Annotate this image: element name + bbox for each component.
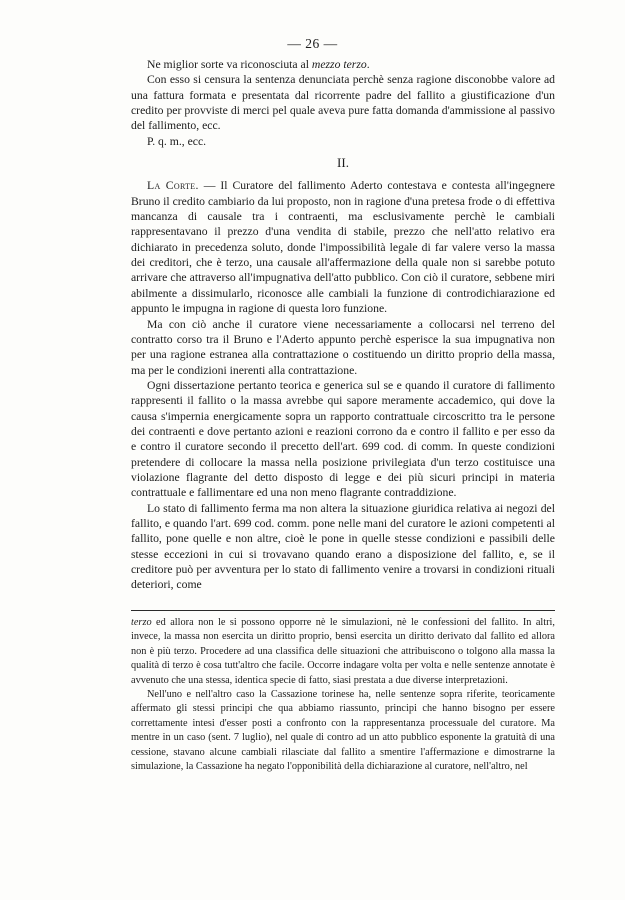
footnote-divider [131, 610, 555, 611]
emphasis-terzo: terzo [131, 617, 152, 628]
footnote-paragraph-1: terzo ed allora non le si possono opporre nè le simulazioni, nè le confessioni del fallito. In altri, invece, la massa non esercita un diritto proprio, bensì esercita un diritto derivato dal fallito ed allora non è più terzo. Procedere ad una classifica delle situazioni che attribuiscono o tolgono alla massa la qualità di terzo è cosa tutt'altro che facile. Occorre indagare volta per volta e nelle sentenze annotate è avvenuto che una stessa, identica specie di fatto, siasi prestata a due diverse interpretazioni. [131, 617, 555, 686]
body-paragraph-4: La Corte. — Il Curatore del fallimento Aderto contestava e contesta all'ingegnere Bruno il credito cambiario da lui proposto, non in ragione d'una pretesa frode o di effettiva mancanza di causale tra i contraenti, ma esclusivamente perchè le cambiali rappresentavano il prezzo d'una vendita di stabile, prezzo che nell'atto relativo era dichiarato in precedenza soluto, donde l'impossibilità legale di far valere verso la massa dei creditori, che è terzo, una causale all'affermazione della quale non si sarebbe potuto arrivare che attraverso all'impugnativa dell'atto pubblico. Con ciò il curatore, sebbene miri abilmente a dissimularlo, riconosce alle cambiali la funzione di controdichiarazione ed appunto le impugna in ragione di questa loro funzione. [131, 179, 555, 316]
page-number: — 26 — [287, 36, 338, 51]
body-paragraph-1: Ne miglior sorte va riconosciuta al mezzo terzo. [147, 58, 370, 71]
section-heading: II. [337, 155, 349, 171]
emphasis-mezzo-terzo: mezzo terzo [311, 58, 367, 71]
body-paragraph-7: Lo stato di fallimento ferma ma non altera la situazione giuridica relativa ai negozi del fallito, e quando l'art. 699 cod. comm. pone nelle mani del curatore le azioni competenti al fallito, pone quelle e non altre, cioè le pone in quelle stesse condizioni e passibili delle stesse eccezioni in cui si trovavano quando erano a disposizione del fallito, e, se il creditore può per avventura per lo stato di fallimento venire a trovarsi in condizioni rituali deteriori, come [131, 501, 555, 592]
footnotes [131, 616, 555, 774]
body-paragraph-5: Ma con ciò anche il curatore viene necessariamente a collocarsi nel terreno del contratto corso tra il Bruno e l'Aderto appunto perchè esperisce la sua impugnativa non per una ragione estranea alla contrattazione o costituendo un diritto proprio della massa, ma per le condizioni inerenti alla contrattazione. [131, 317, 555, 377]
footnote-paragraph-2: Nell'uno e nell'altro caso la Cassazione torinese ha, nelle sentenze sopra riferite, teoricamente affermato gli stessi principi che qua abbiamo riassunto, principi che hanno bisogno per essere correttamente intesi d'esser posti a confronto con la rappresentanza processuale del curatore. Ma mentre in un caso (sent. 7 luglio), nel quale di contro ad un atto pubblico esponente la gratuità di una cessione, stavano alcune cambiali rilasciate dal fallito a smentire l'affermazione e dimostrarne la simulazione, la Cassazione ha negato l'opponibilità della dichiarazione al curatore, nell'altro, nel [131, 689, 555, 773]
body-paragraph-6: Ogni dissertazione pertanto teorica e generica sul se e quando il curatore di fallimento rappresenti il fallito o la massa avrebbe qui sapore meramente accademico, qui dove la causa s'impernia energicamente sopra un rapporto contrattuale circoscritto tra le persone dei contraenti e dove pertanto azioni e reazioni corrono da e contro il fallito e per esso da e contro il curatore secondo il precetto dell'art. 699 cod. di comm. In queste condizioni pretendere di collocare la massa nella posizione privilegiata d'un terzo costituisce una violazione flagrante del detto disposto di legge e dei più sicuri principi in materia contrattuale e fallimentare ed una non meno flagrante contraddizione. [131, 378, 555, 500]
court-label: La Corte. [147, 179, 199, 193]
body-paragraph-2: Con esso si censura la sentenza denunciata perchè senza ragione disconobbe valore ad una fattura formata e presentata dal ricorrente padre del fallito a giustificazione d'un credito per provviste di merci pel quale aveva pure fatta domanda d'ammissione al passivo del fallimento, ecc. [131, 73, 555, 133]
main-text [131, 57, 555, 593]
body-paragraph-3: P. q. m., ecc. [147, 134, 207, 148]
